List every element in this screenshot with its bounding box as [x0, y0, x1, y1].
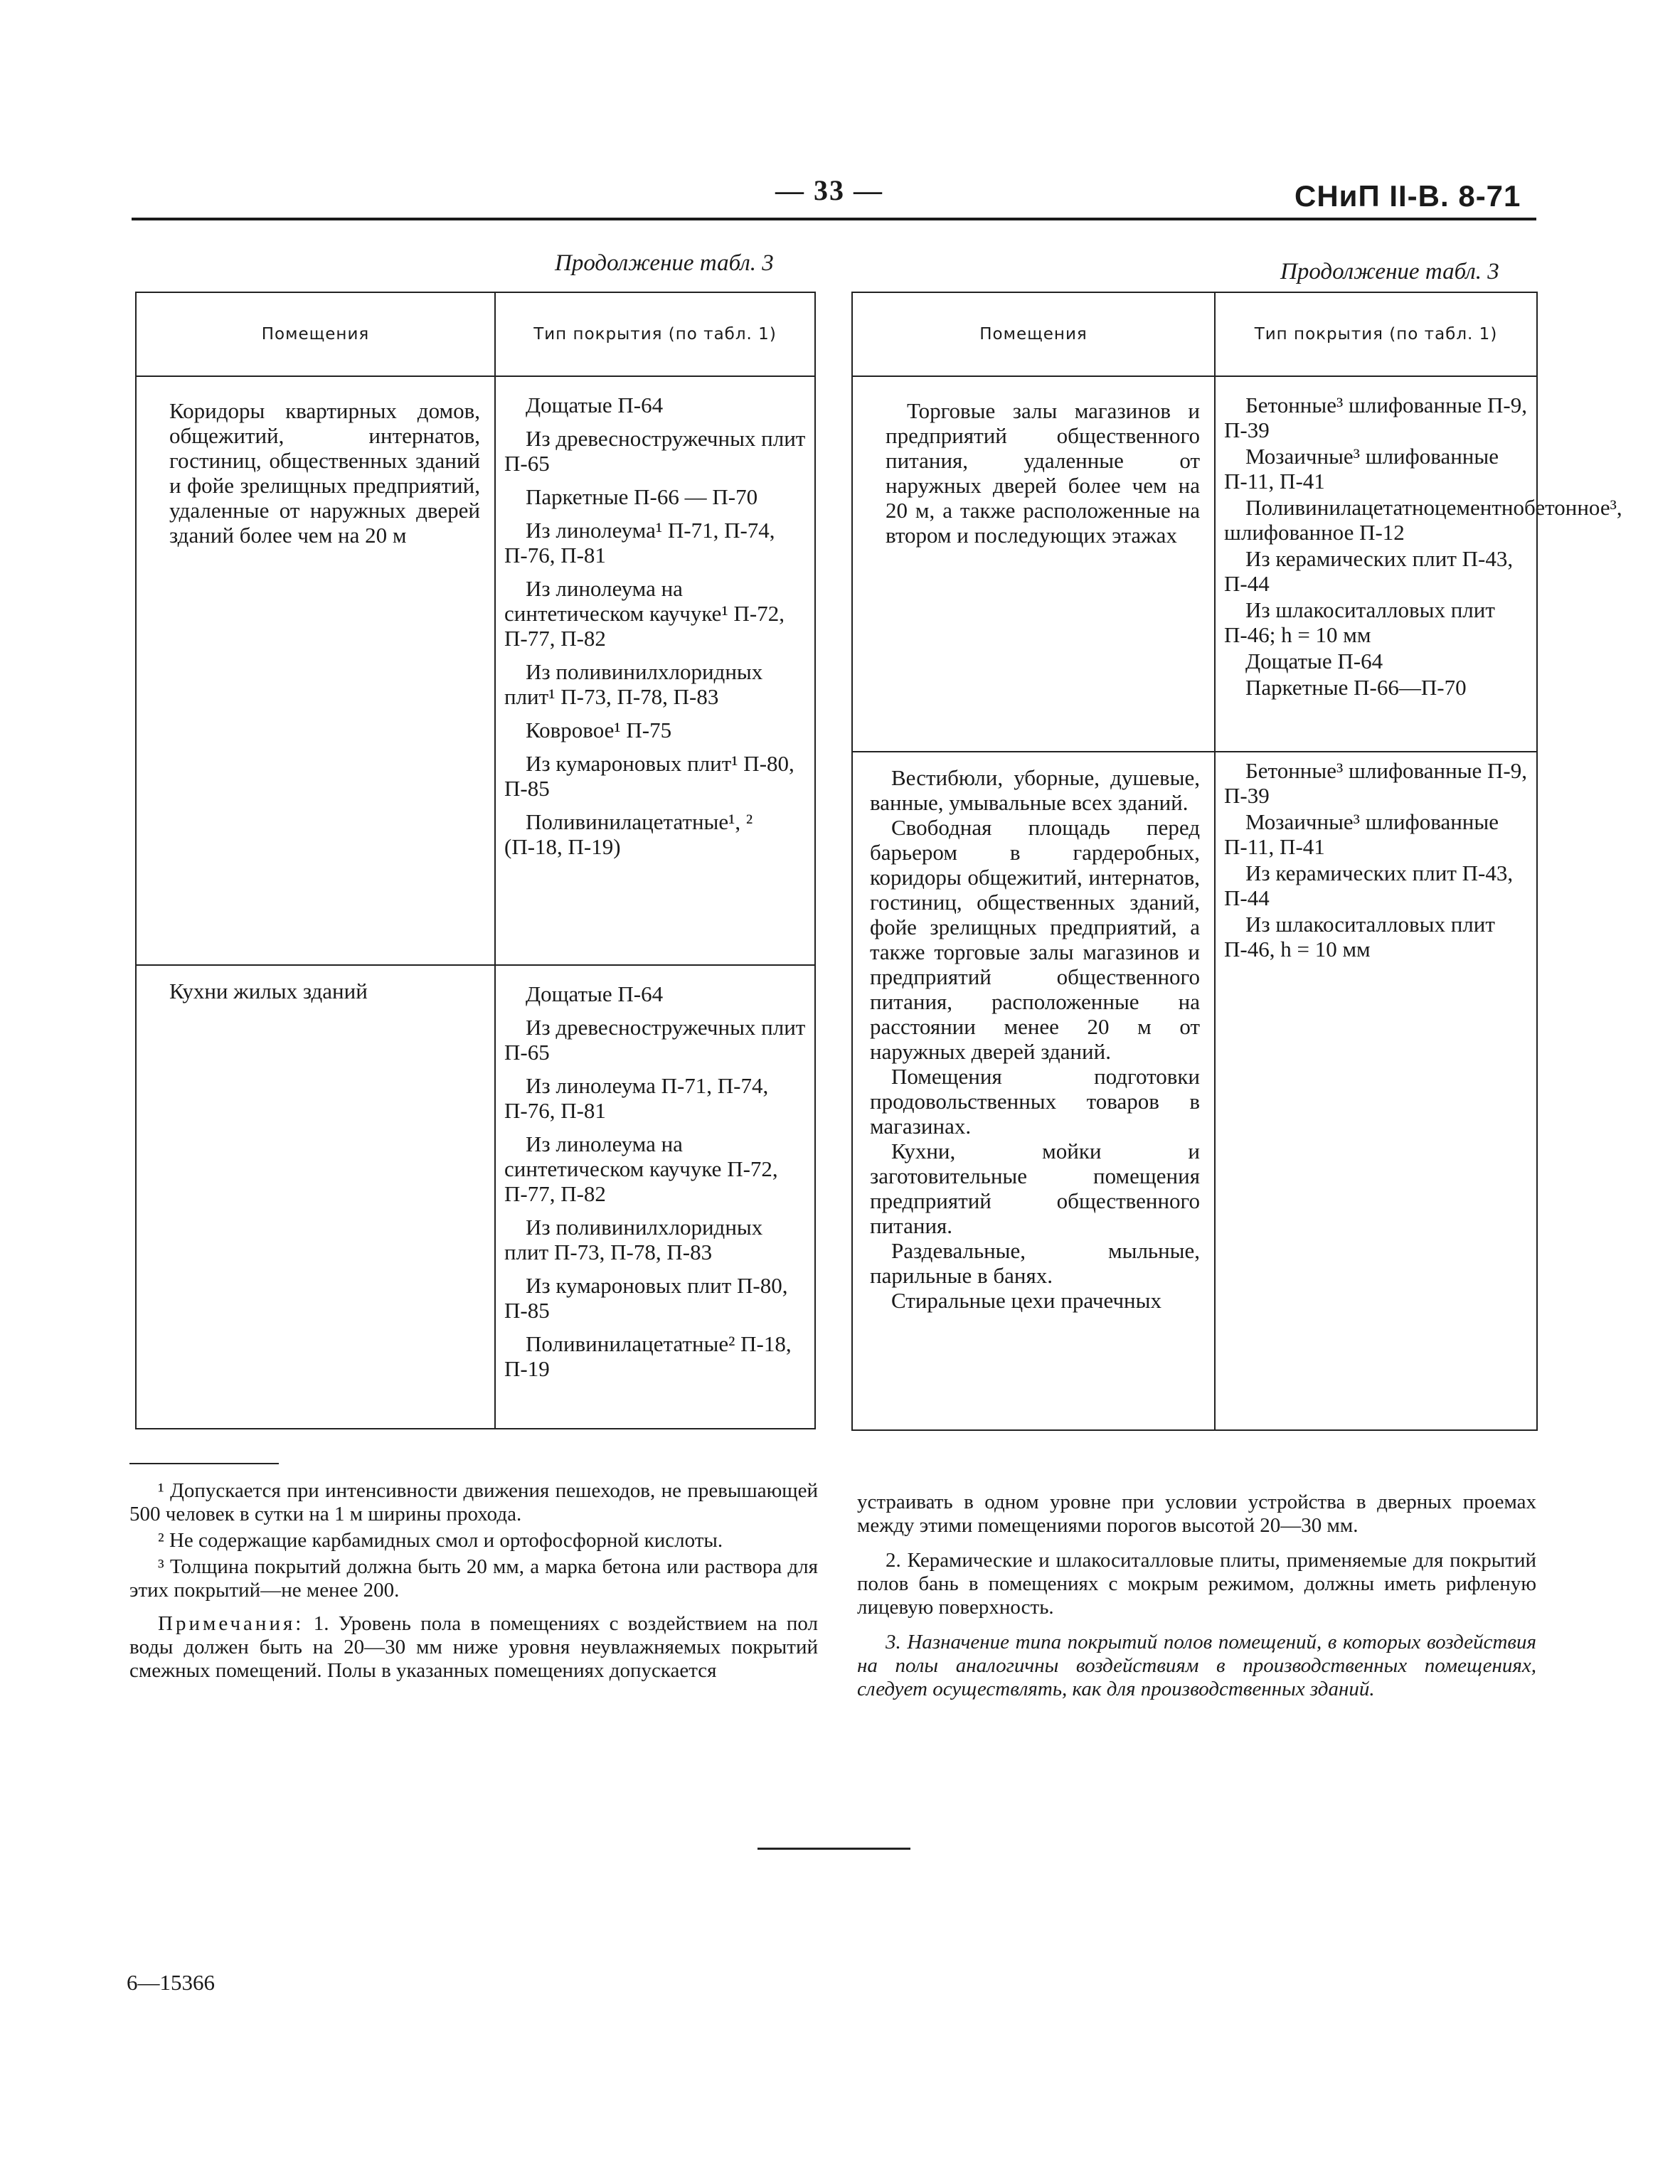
cover-item: Дощатые П-64 — [1245, 649, 1383, 673]
cover-list — [1216, 752, 1536, 970]
cover-item: Из линолеума на синтетическом каучуке П-72, П-77, П-82 — [504, 1131, 778, 1206]
cover-item: Бетонные³ шлифованные П-9, П-39 — [1224, 393, 1527, 442]
footnote-rule — [129, 1463, 279, 1464]
notes-left-column — [129, 1479, 818, 1694]
room-paragraph: Раздевальные, мыльные, парильные в банях. — [870, 1238, 1200, 1288]
cover-list — [496, 966, 814, 1397]
table-right — [851, 292, 1622, 1431]
cover-item: Из древесностружечных плит П-65 — [504, 426, 806, 476]
notes-right-column — [857, 1491, 1536, 1712]
room-description — [853, 377, 1214, 555]
footnote: ¹ Допускается при интенсивности движения пешеходов, не превышающей 500 человек в сутки на 1 м ширины прохода. — [129, 1479, 818, 1525]
table-row — [136, 376, 815, 965]
footnote: ³ Толщина покрытий должна быть 20 мм, а марка бетона или раствора для этих покрытий—не менее 200. — [129, 1555, 818, 1602]
header-rule — [132, 218, 1536, 220]
room-description: Коридоры квартирных домов, общежитий, интернатов, гостиниц, общественных зданий и фойе зрелищных предприятий, удаленные от наружных дверей зданий более чем на 20 м — [169, 398, 480, 548]
cover-item: Из кумароновых плит П-80, П-85 — [504, 1273, 788, 1323]
document-code: СНиП II-В. 8-71 — [1294, 179, 1521, 213]
room-description — [853, 752, 1214, 1320]
column-header-rooms: Помещения — [136, 292, 495, 376]
note-1-start — [129, 1612, 818, 1683]
print-order-code: 6—15366 — [127, 1970, 215, 1995]
continuation-label-right: Продолжение табл. 3 — [1280, 259, 1499, 284]
room-paragraph: Стиральные цехи прачечных — [891, 1288, 1161, 1313]
cover-item: Мозаичные³ шлифованные П-11, П-41 — [1224, 809, 1499, 859]
cover-item: Паркетные П-66 — П-70 — [526, 484, 758, 509]
notes-heading: Примечания: — [158, 1612, 304, 1635]
room-paragraph: Вестибюли, уборные, душевые, ванные, умывальные всех зданий. — [870, 765, 1200, 815]
cover-item: Из линолеума на синтетическом каучуке¹ П-72, П-77, П-82 — [504, 576, 785, 651]
note-1-text: 1. Уровень пола в помещениях с воздействием на пол воды должен быть на 20—30 мм ниже уровня неувлажняемых покрытий смежных помещений. Полы в указанных помещениях допускается — [129, 1612, 818, 1682]
cover-item: Паркетные П-66—П-70 — [1245, 675, 1467, 700]
note-1-continuation: устраивать в одном уровне при условии устройства в дверных проемах между этими помещениями порогов высотой 20—30 мм. — [857, 1491, 1536, 1537]
table-row — [852, 376, 1537, 752]
column-header-cover-type: Тип покрытия (по табл. 1) — [495, 292, 815, 376]
room-paragraph: Свободная площадь перед барьером в гардеробных, коридоры общежитий, интернатов, гостиниц, общественных зданий, фойе зрелищных предприятий, а также торговые залы магазинов и предприятий общественного питания, расположенные на расстоянии менее 20 м от наружных дверей зданий. — [870, 815, 1200, 1064]
footnote: ² Не содержащие карбамидных смол и ортофосфорной кислоты. — [158, 1529, 723, 1552]
table-row — [136, 965, 815, 1429]
continuation-label-left: Продолжение табл. 3 — [555, 250, 774, 276]
note-2: 2. Керамические и шлакоситалловые плиты, применяемые для покрытий полов бань в помещениях с мокрым режимом, должны иметь рифленую лицевую поверхность. — [857, 1549, 1536, 1619]
table-left — [135, 292, 816, 1429]
cover-item: Из линолеума П-71, П-74, П-76, П-81 — [504, 1073, 769, 1123]
cover-item: Из древесностружечных плит П-65 — [504, 1015, 806, 1065]
cover-item: Из кумароновых плит¹ П-80, П-85 — [504, 751, 794, 801]
cover-item: Поливинилацетатные¹, ² (П-18, П-19) — [504, 809, 753, 859]
cover-item: Ковровое¹ П-75 — [526, 718, 672, 742]
cover-item: Из шлакоситалловых плит П-46; h = 10 мм — [1224, 597, 1495, 647]
room-paragraph: Торговые залы магазинов и предприятий общественного питания, удаленные от наружных дверей более чем на 20 м, а также расположенные на втором и последующих этажах — [886, 398, 1200, 548]
cover-item: Из поливинилхлоридных плит П-73, П-78, П-83 — [504, 1215, 763, 1264]
room-paragraph: Помещения подготовки продовольственных товаров в магазинах. — [870, 1064, 1200, 1139]
cover-item: Мозаичные³ шлифованные П-11, П-41 — [1224, 444, 1499, 494]
cover-item: Поливинилацетатные² П-18, П-19 — [504, 1331, 792, 1381]
cover-item: Дощатые П-64 — [526, 981, 664, 1006]
room-paragraph: Кухни, мойки и заготовительные помещения предприятий общественного питания. — [870, 1139, 1200, 1238]
cover-list — [496, 377, 814, 875]
cover-item: Из керамических плит П-43, П-44 — [1224, 546, 1514, 596]
table-row — [852, 752, 1537, 1430]
column-header-rooms: Помещения — [852, 292, 1215, 376]
cover-item: Бетонные³ шлифованные П-9, П-39 — [1224, 758, 1527, 808]
cover-list — [1216, 377, 1622, 708]
end-rule — [757, 1848, 910, 1850]
note-3: 3. Назначение типа покрытий полов помещений, в которых воздействия на полы аналогичны воздействиям в производственных помещениях, следует осуществлять, как для производственных зданий. — [857, 1631, 1536, 1700]
cover-item: Поливинилацетатноцементнобетонное³, шлифованное П-12 — [1224, 495, 1622, 545]
cover-item: Дощатые П-64 — [526, 393, 664, 417]
cover-item: Из линолеума¹ П-71, П-74, П-76, П-81 — [504, 518, 775, 568]
column-header-cover-type: Тип покрытия (по табл. 1) — [1215, 292, 1537, 376]
cover-item: Из поливинилхлоридных плит¹ П-73, П-78, П-83 — [504, 659, 763, 709]
cover-item: Из шлакоситалловых плит П-46, h = 10 мм — [1224, 912, 1495, 962]
room-description: Кухни жилых зданий — [169, 979, 368, 1003]
page-number: — 33 — — [775, 174, 883, 206]
cover-item: Из керамических плит П-43, П-44 — [1224, 861, 1514, 910]
